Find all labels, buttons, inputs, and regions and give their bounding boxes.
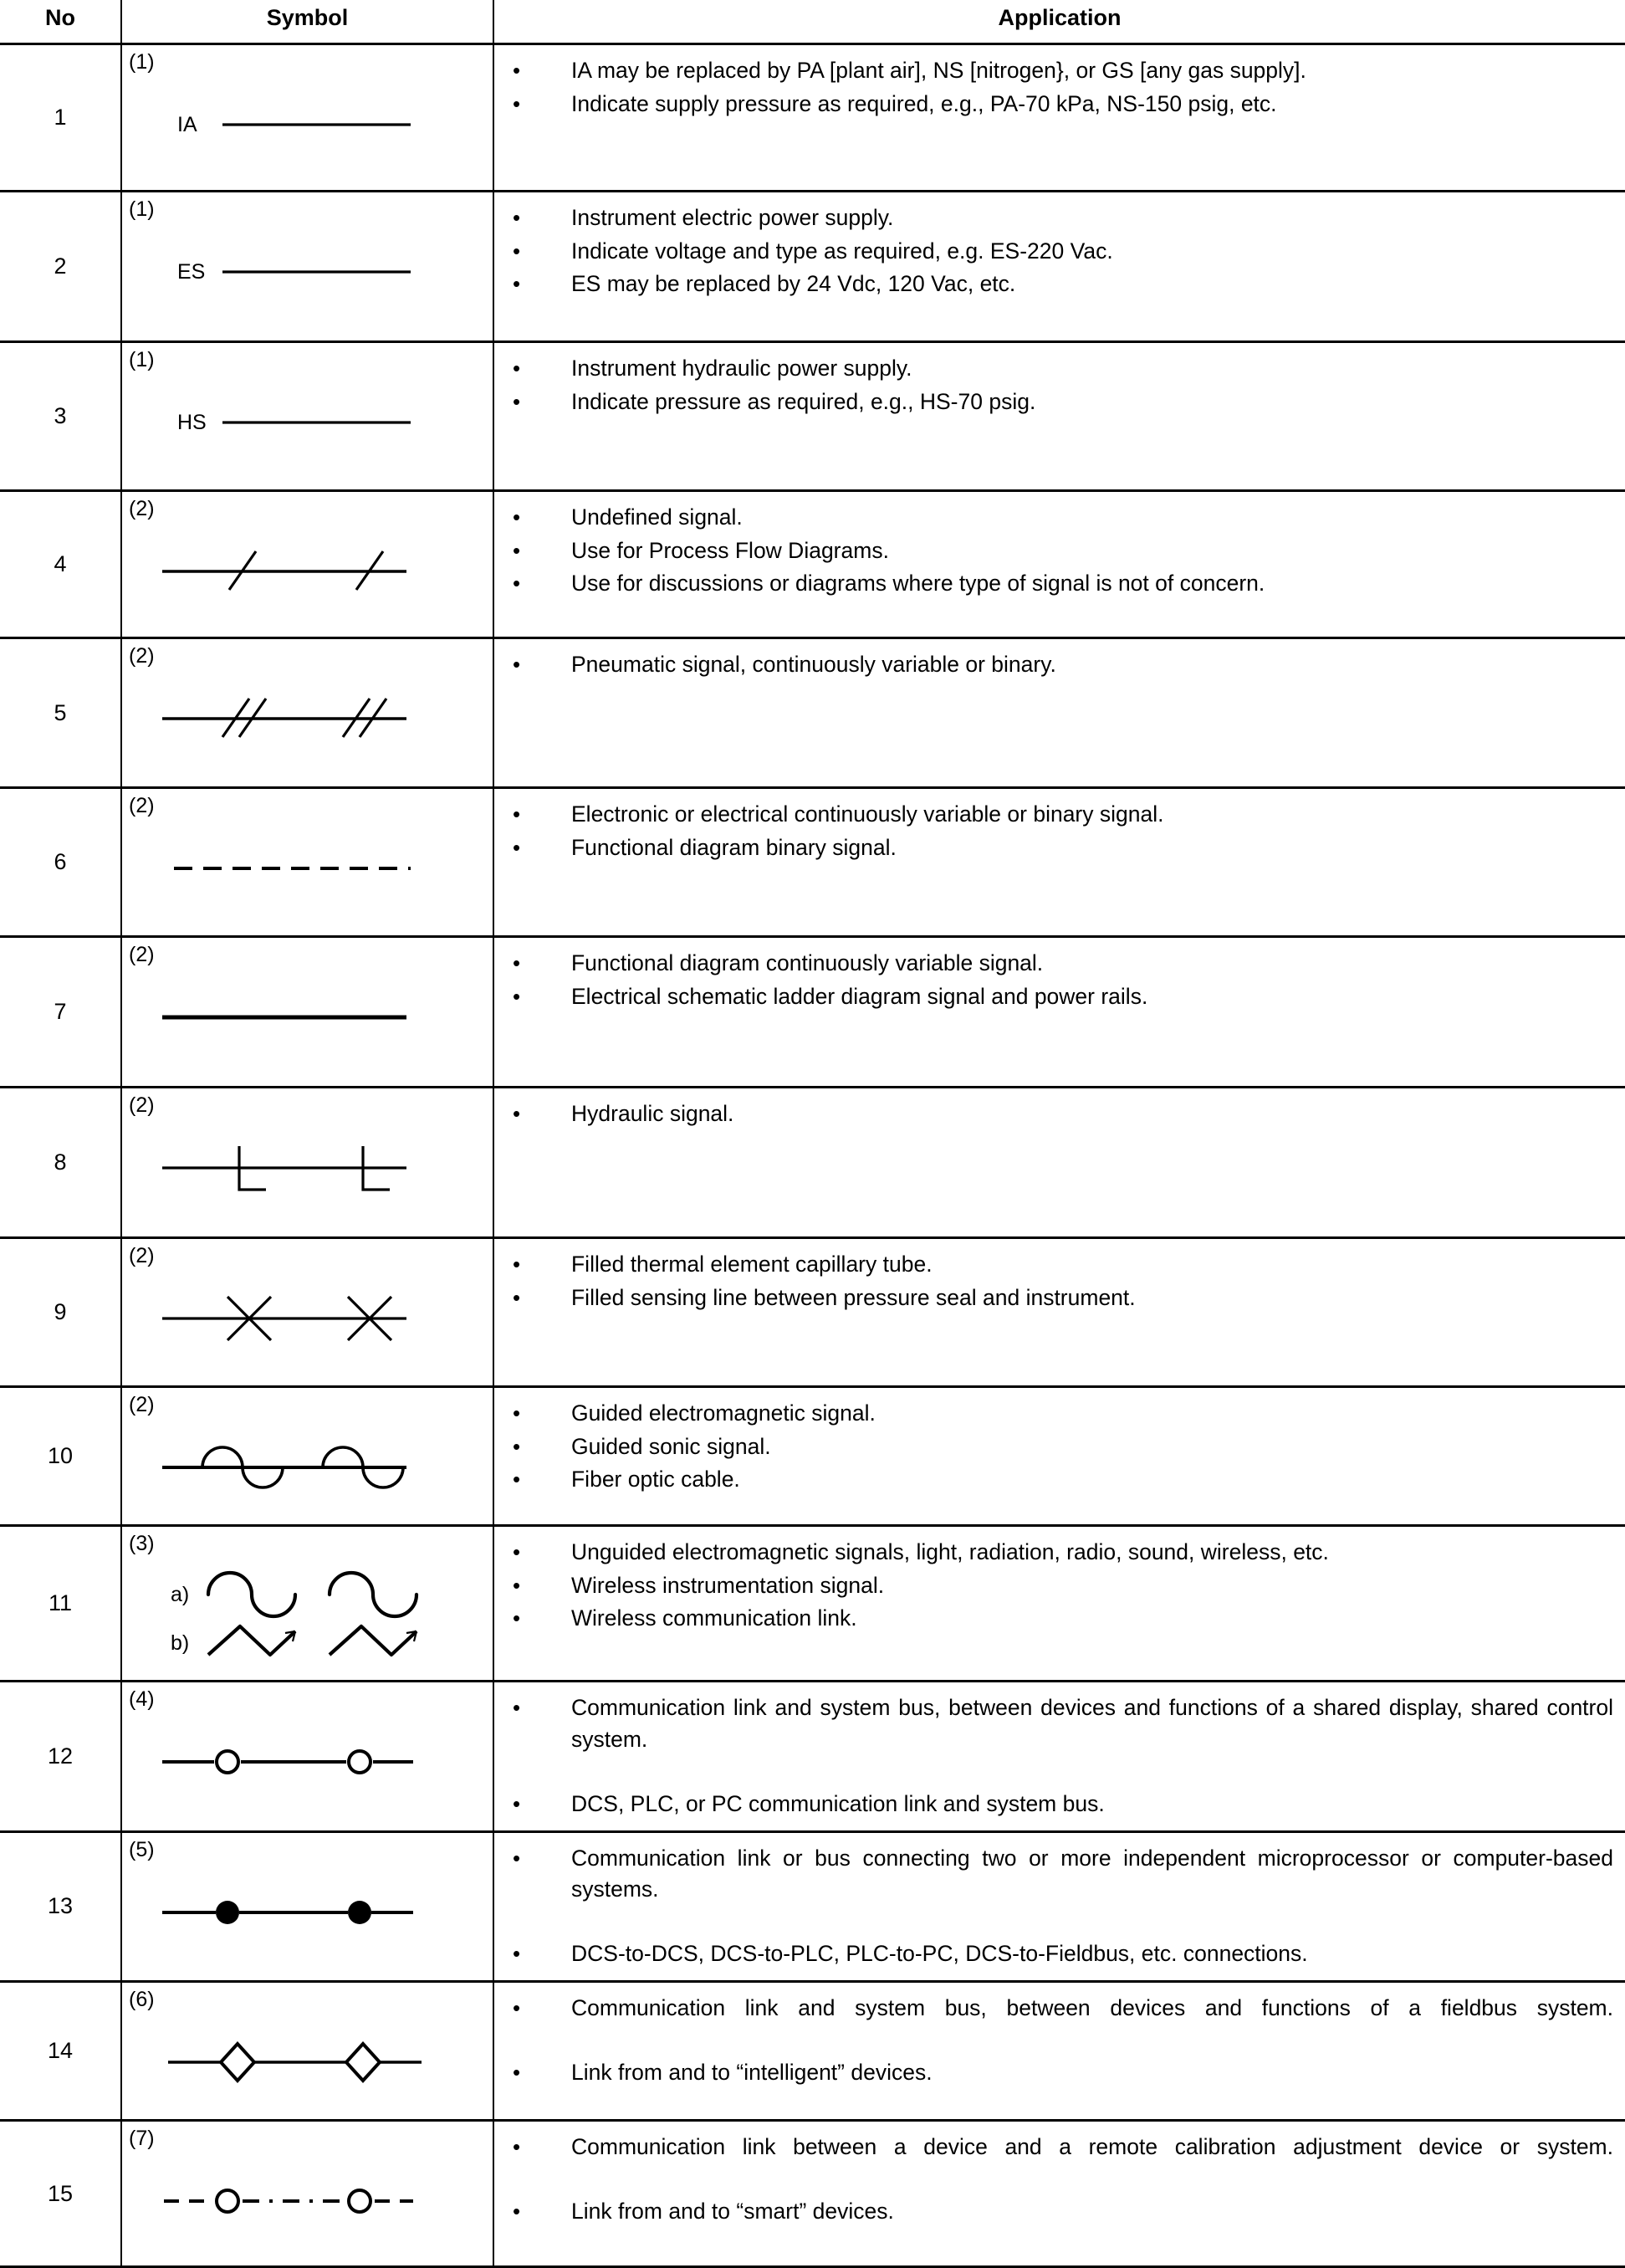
- application-cell: [493, 2121, 1625, 2267]
- bullet-icon: •: [513, 571, 521, 596]
- symbol-line-label: IA: [177, 113, 197, 136]
- bullet-text: Use for Process Flow Diagrams.: [571, 537, 889, 563]
- bullet-text: Hydraulic signal.: [571, 1101, 734, 1126]
- table-row: [0, 491, 1625, 638]
- application-bullet: [503, 568, 1613, 600]
- bullet-text: Functional diagram continuously variable signal.: [571, 950, 1044, 975]
- application-cell: [493, 1387, 1625, 1526]
- bullet-icon: •: [513, 2199, 521, 2224]
- application-bullet: [503, 1464, 1613, 1496]
- application-bullet-list: [503, 799, 1613, 863]
- row-number-cell: [0, 638, 121, 788]
- application-bullet: [503, 502, 1613, 534]
- application-bullet: [503, 535, 1613, 567]
- row-number-cell: [0, 1088, 121, 1238]
- symbol-graphic-diamonds: [122, 2010, 493, 2119]
- application-bullet: [503, 1098, 1613, 1130]
- row-number: 9: [54, 1299, 67, 1324]
- bullet-icon: •: [513, 1941, 521, 1967]
- bullet-icon: •: [513, 2134, 521, 2159]
- application-bullet-list: [503, 502, 1613, 600]
- bullet-text: Link from and to “smart” devices.: [571, 2199, 894, 2224]
- symbol-graphic-dashed-line: [122, 817, 493, 925]
- application-cell: [493, 1831, 1625, 1982]
- table-row: [0, 1238, 1625, 1387]
- bullet-text: Pneumatic signal, continuously variable or binary.: [571, 652, 1056, 677]
- bullet-text: Wireless instrumentation signal.: [571, 1572, 885, 1598]
- bullet-icon: •: [513, 1252, 521, 1277]
- bullet-icon: •: [513, 90, 521, 116]
- application-bullet: [503, 202, 1613, 234]
- table-body: [0, 44, 1625, 2267]
- table-row: [0, 638, 1625, 788]
- application-cell: [493, 1682, 1625, 1832]
- bullet-icon: •: [513, 205, 521, 230]
- row-number-cell: [0, 1831, 121, 1982]
- symbol-cell: [121, 1831, 493, 1982]
- bullet-icon: •: [513, 950, 521, 975]
- application-bullet: [503, 832, 1613, 864]
- table-row: [0, 1526, 1625, 1682]
- row-number-cell: [0, 788, 121, 937]
- column-header-symbol: Symbol: [121, 0, 493, 44]
- application-bullet: [503, 1398, 1613, 1430]
- note-reference: (2): [129, 794, 155, 817]
- row-number: 5: [54, 699, 67, 725]
- application-bullet-list: [503, 1993, 1613, 2089]
- row-number: 3: [54, 403, 67, 428]
- bullet-icon: •: [513, 1400, 521, 1426]
- symbol-line-label: ES: [177, 260, 206, 284]
- application-bullet: [503, 1993, 1613, 2056]
- symbol-graphic-dashdot-circles: [122, 2149, 493, 2258]
- bullet-icon: •: [513, 1101, 521, 1126]
- table-row: [0, 1088, 1625, 1238]
- application-bullet: [503, 1692, 1613, 1787]
- bullet-icon: •: [513, 504, 521, 530]
- note-reference: (6): [129, 1988, 155, 2011]
- table-row: [0, 937, 1625, 1088]
- note-reference: (1): [129, 50, 155, 74]
- note-reference: (2): [129, 1093, 155, 1117]
- note-reference: (1): [129, 197, 155, 221]
- bullet-icon: •: [513, 238, 521, 264]
- bullet-text: Use for discussions or diagrams where type of signal is not of concern.: [571, 571, 1265, 596]
- application-bullet: [503, 2132, 1613, 2194]
- application-bullet: [503, 799, 1613, 831]
- bullet-icon: •: [513, 1995, 521, 2020]
- row-number-cell: [0, 1682, 121, 1832]
- table-row: [0, 1682, 1625, 1832]
- symbol-line-label: HS: [177, 411, 207, 434]
- bullet-text: Guided sonic signal.: [571, 1433, 771, 1459]
- application-bullet: [503, 1431, 1613, 1463]
- bullet-text: Wireless communication link.: [571, 1605, 857, 1631]
- application-bullet: [503, 1938, 1613, 1970]
- symbol-cell: [121, 342, 493, 491]
- bullet-icon: •: [513, 271, 521, 297]
- symbol-variant-label-b: b): [171, 1631, 190, 1655]
- symbol-cell: [121, 1387, 493, 1526]
- bullet-text: Electronic or electrical continuously variable or binary signal.: [571, 801, 1164, 827]
- bullet-text: Communication link and system bus, between devices and functions of a fieldbus system.: [571, 1995, 1613, 2020]
- application-bullet-list: [503, 649, 1613, 681]
- application-cell: [493, 342, 1625, 491]
- application-bullet: [503, 236, 1613, 268]
- bullet-icon: •: [513, 356, 521, 381]
- bullet-text: ES may be replaced by 24 Vdc, 120 Vac, etc.: [571, 271, 1016, 297]
- application-cell: [493, 1526, 1625, 1682]
- symbol-graphic-labeled-line: [122, 73, 493, 182]
- bullet-icon: •: [513, 1433, 521, 1459]
- bullet-icon: •: [513, 1572, 521, 1598]
- application-cell: [493, 638, 1625, 788]
- application-bullet: [503, 387, 1613, 418]
- bullet-icon: •: [513, 801, 521, 827]
- bullet-text: Electrical schematic ladder diagram signal and power rails.: [571, 983, 1148, 1009]
- symbol-cell: [121, 1238, 493, 1387]
- application-bullet-list: [503, 1692, 1613, 1820]
- bullet-icon: •: [513, 1284, 521, 1310]
- row-number-cell: [0, 1238, 121, 1387]
- application-bullet-list: [503, 1398, 1613, 1496]
- bullet-text: Undefined signal.: [571, 504, 743, 530]
- column-header-no: No: [0, 0, 121, 44]
- row-number-cell: [0, 2121, 121, 2267]
- application-bullet: [503, 1843, 1613, 1938]
- bullet-icon: •: [513, 652, 521, 677]
- row-number: 11: [48, 1590, 73, 1615]
- table-row: [0, 1982, 1625, 2121]
- application-bullet: [503, 1789, 1613, 1820]
- symbol-graphic-thick-line: [122, 965, 493, 1074]
- symbol-graphic-double-slash: [122, 667, 493, 776]
- row-number-cell: [0, 342, 121, 491]
- symbol-cell: [121, 192, 493, 342]
- application-cell: [493, 937, 1625, 1088]
- row-number: 7: [54, 999, 67, 1024]
- row-number-cell: [0, 1982, 121, 2121]
- bullet-text: Instrument electric power supply.: [571, 205, 894, 230]
- bullet-icon: •: [513, 2060, 521, 2086]
- bullet-icon: •: [513, 983, 521, 1009]
- application-cell: [493, 788, 1625, 937]
- note-reference: (2): [129, 644, 155, 668]
- bullet-text: Instrument hydraulic power supply.: [571, 356, 912, 381]
- column-header-application: Application: [998, 5, 1122, 30]
- bullet-text: DCS-to-DCS, DCS-to-PLC, PLC-to-PC, DCS-to-Fieldbus, etc. connections.: [571, 1941, 1308, 1967]
- note-reference: (1): [129, 348, 155, 371]
- symbol-cell: [121, 1982, 493, 2121]
- application-bullet: [503, 1537, 1613, 1569]
- application-cell: [493, 1238, 1625, 1387]
- bullet-icon: •: [513, 1467, 521, 1492]
- application-bullet: [503, 1282, 1613, 1314]
- note-reference: (2): [129, 1244, 155, 1267]
- bullet-text: Communication link and system bus, between devices and functions of a shared display, shared control system.: [571, 1695, 1613, 1752]
- bullet-icon: •: [513, 1605, 521, 1631]
- application-bullet-list: [503, 948, 1613, 1012]
- note-reference: (2): [129, 943, 155, 966]
- table-header: [0, 0, 1625, 44]
- row-number: 6: [54, 849, 67, 874]
- table-row: [0, 44, 1625, 192]
- application-bullet-list: [503, 1537, 1613, 1635]
- application-bullet-list: [503, 55, 1613, 120]
- application-cell: [493, 192, 1625, 342]
- symbol-variant-label-a: a): [171, 1583, 190, 1606]
- row-number-cell: [0, 1387, 121, 1526]
- bullet-text: Communication link between a device and a remote calibration adjustment device or system.: [571, 2134, 1613, 2159]
- symbol-cell: [121, 1088, 493, 1238]
- symbol-cell: [121, 937, 493, 1088]
- application-bullet: [503, 948, 1613, 980]
- table-row: [0, 192, 1625, 342]
- application-bullet: [503, 1603, 1613, 1635]
- row-number: 14: [47, 2038, 74, 2063]
- application-bullet: [503, 1249, 1613, 1281]
- row-number: 8: [54, 1149, 67, 1175]
- bullet-icon: •: [513, 1539, 521, 1564]
- bullet-icon: •: [513, 834, 521, 860]
- application-bullet-list: [503, 1249, 1613, 1313]
- symbol-cell: [121, 44, 493, 192]
- symbol-graphic-filled-circles: [122, 1861, 493, 1969]
- symbol-graphic-ell-marks: [122, 1116, 493, 1225]
- application-bullet-list: [503, 1098, 1613, 1130]
- symbol-graphic-labeled-line: [122, 371, 493, 479]
- symbol-graphic-sine-on-line: [122, 1416, 493, 1524]
- symbol-cell: [121, 1682, 493, 1832]
- application-bullet-list: [503, 202, 1613, 300]
- symbol-cell: [121, 2121, 493, 2267]
- row-number-cell: [0, 44, 121, 192]
- header-row: [0, 0, 1625, 44]
- application-bullet-list: [503, 353, 1613, 417]
- application-cell: [493, 1088, 1625, 1238]
- note-reference: (2): [129, 1393, 155, 1416]
- symbol-graphic-cross-marks: [122, 1267, 493, 1375]
- bullet-icon: •: [513, 1845, 521, 1871]
- bullet-text: Communication link or bus connecting two or more independent microprocessor or computer-based systems.: [571, 1845, 1613, 1902]
- table-row: [0, 788, 1625, 937]
- symbol-cell: [121, 788, 493, 937]
- application-bullet: [503, 55, 1613, 87]
- application-bullet: [503, 2196, 1613, 2228]
- row-number: 13: [47, 1893, 74, 1919]
- application-bullet: [503, 649, 1613, 681]
- row-number: 10: [47, 1443, 74, 1468]
- note-reference: (3): [129, 1532, 155, 1555]
- application-bullet: [503, 981, 1613, 1013]
- bullet-text: IA may be replaced by PA [plant air], NS [nitrogen}, or GS [any gas supply].: [571, 58, 1306, 83]
- note-reference: (4): [129, 1687, 155, 1711]
- bullet-icon: •: [513, 58, 521, 83]
- symbol-graphic-single-slash: [122, 520, 493, 628]
- row-number: 12: [47, 1743, 74, 1769]
- table-row: [0, 1831, 1625, 1982]
- symbol-cell: [121, 638, 493, 788]
- application-bullet: [503, 1570, 1613, 1602]
- bullet-text: Indicate voltage and type as required, e.g. ES-220 Vac.: [571, 238, 1113, 264]
- symbol-graphic-open-circles: [122, 1710, 493, 1819]
- application-cell: [493, 1982, 1625, 2121]
- bullet-text: Link from and to “intelligent” devices.: [571, 2060, 933, 2086]
- note-reference: (5): [129, 1837, 155, 1861]
- application-bullet: [503, 89, 1613, 120]
- bullet-text: Fiber optic cable.: [571, 1467, 740, 1492]
- symbol-cell: [121, 1526, 493, 1682]
- symbol-graphic-labeled-line: [122, 220, 493, 329]
- application-cell: [493, 491, 1625, 638]
- row-number: 1: [54, 105, 67, 130]
- bullet-icon: •: [513, 1790, 521, 1816]
- bullet-text: DCS, PLC, or PC communication link and system bus.: [571, 1790, 1105, 1816]
- row-number-cell: [0, 192, 121, 342]
- bullet-text: Guided electromagnetic signal.: [571, 1400, 876, 1426]
- table-row: [0, 2121, 1625, 2267]
- bullet-text: Unguided electromagnetic signals, light, radiation, radio, sound, wireless, etc.: [571, 1539, 1329, 1564]
- bullet-text: Filled thermal element capillary tube.: [571, 1252, 933, 1277]
- bullet-text: Functional diagram binary signal.: [571, 834, 897, 860]
- bullet-icon: •: [513, 537, 521, 563]
- application-cell: [493, 44, 1625, 192]
- symbol-cell: [121, 491, 493, 638]
- table-row: [0, 1387, 1625, 1526]
- row-number-cell: [0, 491, 121, 638]
- row-number-cell: [0, 1526, 121, 1682]
- bullet-icon: •: [513, 1695, 521, 1720]
- bullet-text: Filled sensing line between pressure seal and instrument.: [571, 1284, 1136, 1310]
- bullet-text: Indicate supply pressure as required, e.g., PA-70 kPa, NS-150 psig, etc.: [571, 90, 1277, 116]
- bullet-icon: •: [513, 388, 521, 414]
- bullet-text: Indicate pressure as required, e.g., HS-70 psig.: [571, 388, 1036, 414]
- row-number: 15: [47, 2180, 74, 2206]
- row-number-cell: [0, 937, 121, 1088]
- row-number: 4: [54, 551, 67, 576]
- application-bullet-list: [503, 1843, 1613, 1971]
- note-reference: (7): [129, 2127, 155, 2150]
- application-bullet-list: [503, 2132, 1613, 2228]
- note-reference: (2): [129, 497, 155, 520]
- table-row: [0, 342, 1625, 491]
- application-bullet: [503, 269, 1613, 300]
- application-bullet: [503, 353, 1613, 385]
- application-bullet: [503, 2057, 1613, 2089]
- symbol-graphic-wireless-ab: [122, 1554, 493, 1680]
- row-number: 2: [54, 253, 67, 279]
